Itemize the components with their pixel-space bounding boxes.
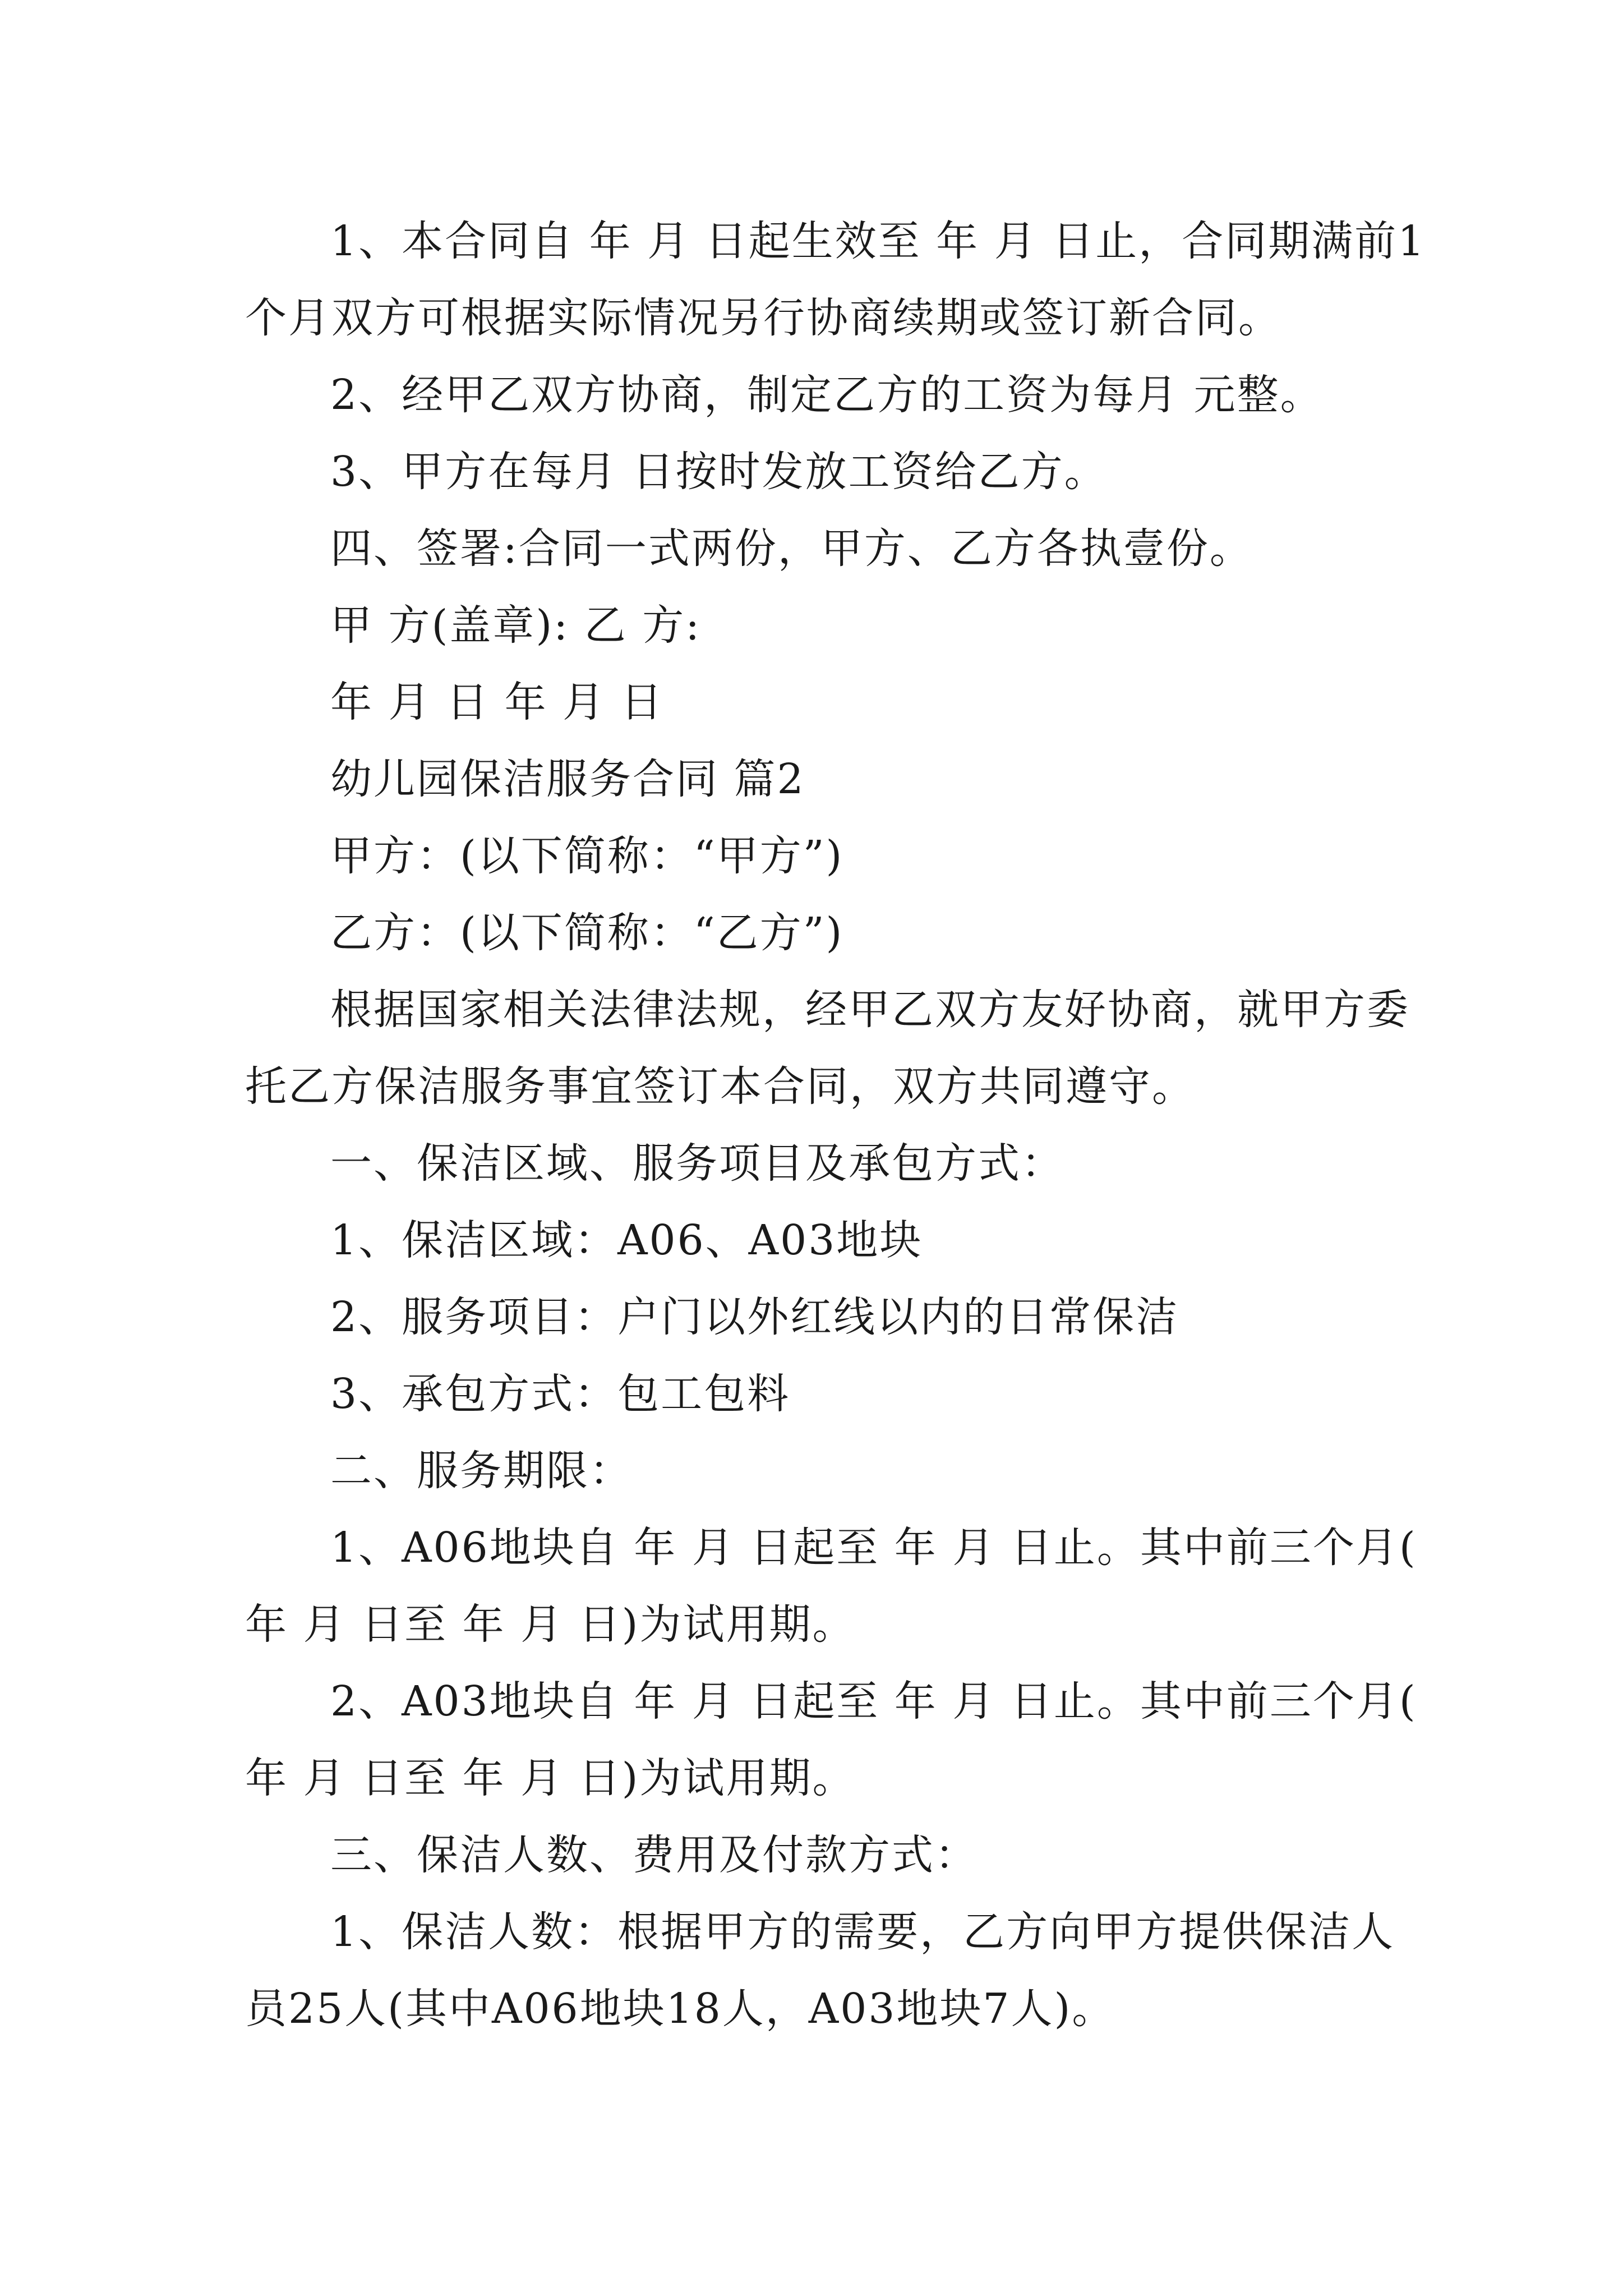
paragraph: 2、A03地块自 年 月 日起至 年 月 日止。其中前三个月( 年 月 日至 年 月 日)为试用期。 [245, 1677, 1417, 1802]
paragraph: 一、保洁区域、服务项目及承包方式： [330, 1139, 1064, 1188]
paragraph: 三、保洁人数、费用及付款方式： [330, 1831, 978, 1879]
document-body [245, 203, 1434, 2047]
paragraph: 乙方：(以下简称：“乙方”) [330, 909, 844, 957]
section-heading: 幼儿园保洁服务合同 篇2 [330, 755, 805, 803]
paragraph: 1、本合同自 年 月 日起生效至 年 月 日止，合同期满前1个月双方可根据实际情况另行协商续期或签订新合同。 [245, 217, 1426, 342]
paragraph: 3、承包方式：包工包料 [330, 1370, 791, 1418]
paragraph: 甲方：(以下简称：“甲方”) [330, 832, 844, 880]
paragraph: 甲 方(盖章): 乙 方: [330, 601, 702, 650]
paragraph: 3、甲方在每月 日按时发放工资给乙方。 [330, 448, 1108, 496]
paragraph: 四、签署:合同一式两份，甲方、乙方各执壹份。 [330, 524, 1253, 573]
paragraph: 1、保洁人数：根据甲方的需要，乙方向甲方提供保洁人员25人(其中A06地块18人，A03地块7人)。 [245, 1908, 1395, 2033]
paragraph: 1、保洁区域：A06、A03地块 [330, 1216, 923, 1264]
paragraph: 二、服务期限： [330, 1447, 633, 1495]
paragraph: 年 月 日 年 月 日 [330, 678, 664, 726]
paragraph: 2、服务项目：户门以外红线以内的日常保洁 [330, 1293, 1179, 1341]
paragraph: 根据国家相关法律法规，经甲乙双方友好协商，就甲方委托乙方保洁服务事宜签订本合同，双方共同遵守。 [245, 986, 1410, 1111]
paragraph: 1、A06地块自 年 月 日起至 年 月 日止。其中前三个月( 年 月 日至 年 月 日)为试用期。 [245, 1524, 1417, 1649]
paragraph: 2、经甲乙双方协商，制定乙方的工资为每月 元整。 [330, 371, 1324, 419]
